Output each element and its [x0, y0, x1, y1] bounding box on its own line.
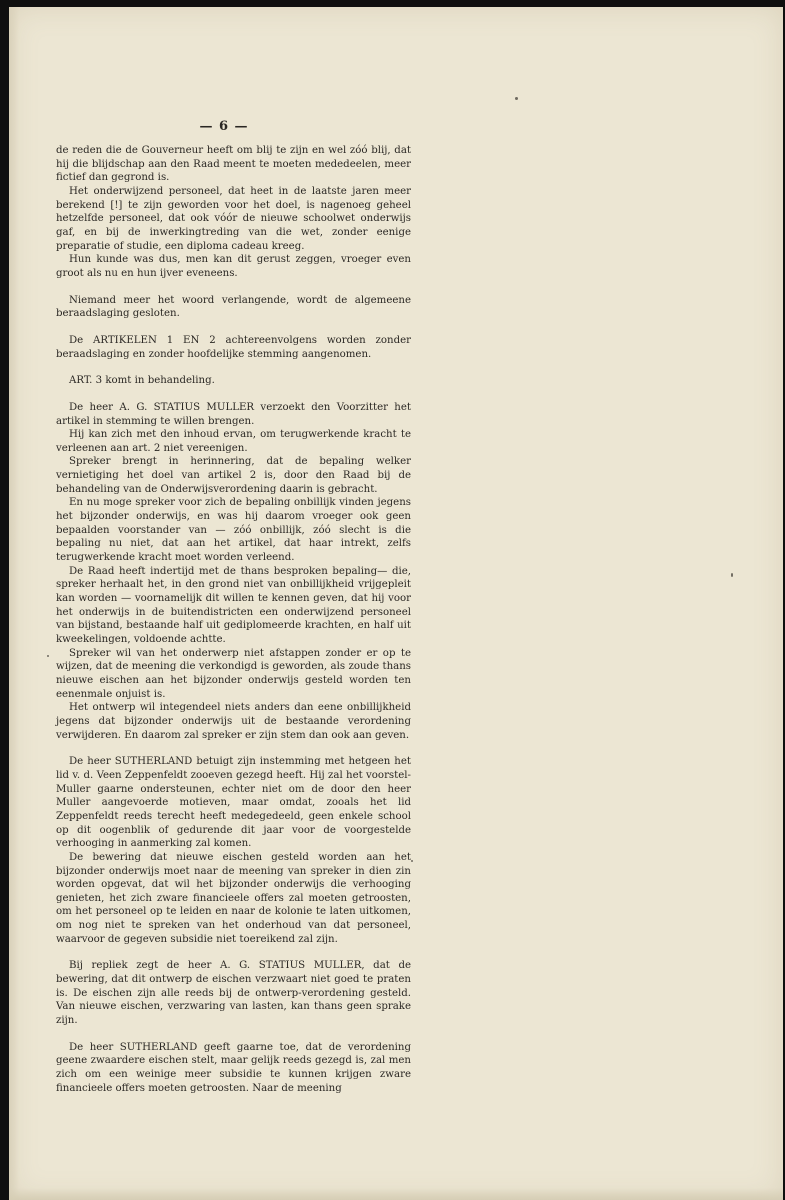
page-number: — 6 — [199, 119, 249, 134]
paragraph: Hij kan zich met den inhoud ervan, om terugwerkende kracht te verleenen aan art. 2 niet vereenigen. [56, 429, 411, 454]
paragraph: Spreker brengt in herinnering, dat de bepaling welker vernietiging het doel van artikel 2 is, door den Raad bij de behandeling van de Onderwijsverordening daarin is gebracht. [56, 456, 411, 495]
document-page [9, 7, 783, 1200]
paragraph: De heer SUTHERLAND geeft gaarne toe, dat de verordening geene zwaardere eischen stelt, maar gelijk reeds gezegd is, zal men zich om een weinige meer subsidie te kunnen krijgen zware financieele offers moeten getroosten. Naar de meening [56, 1041, 411, 1094]
paragraph: Het onderwijzend personeel, dat heet in de laatste jaren meer berekend [!] te zijn geworden voor het doel, is nagenoeg geheel hetzelfde personeel, dat ook vóór de nieuwe schoolwet onderwijs gaf, en bij de inwerkingtreding van die wet, zonder eenige preparatie of studie, een diploma cadeau kreeg. [56, 185, 411, 252]
paragraph: De ARTIKELEN 1 EN 2 achtereenvolgens worden zonder beraadslaging en zonder hoofdelijke stemming aangenomen. [56, 334, 411, 360]
paper-speck [411, 860, 413, 862]
paragraph: Spreker wil van het onderwerp niet afstappen zonder er op te wijzen, dat de meening die verkondigd is geworden, als zoude thans nieuwe eischen aan het bijzonder onderwijs gesteld worden ten eenenmale onjuist is. [56, 647, 411, 700]
paragraph: de reden die de Gouverneur heeft om blij te zijn en wel zóó blij, dat hij die blijdschap aan den Raad meent te moeten mededeelen, meer fictief dan gegrond is. [56, 145, 411, 184]
paragraph: ART. 3 komt in behandeling. [69, 375, 215, 387]
body-text [56, 144, 411, 1095]
paper-speck [515, 97, 518, 100]
paper-speck [731, 573, 733, 577]
paragraph: En nu moge spreker voor zich de bepaling onbillijk vinden jegens het bijzonder onderwijs, en was hij daarom vroeger ook geen bepaalden voorstander van — zóó onbillijk, zóó slecht is die bepaling nu niet, dat aan het artikel, dat haar intrekt, zelfs terugwerkende kracht moet worden verleend. [56, 497, 411, 564]
paragraph: Niemand meer het woord verlangende, wordt de algemeene beraadslaging gesloten. [56, 294, 411, 320]
paper-speck [47, 655, 49, 657]
paragraph: Bij repliek zegt de heer A. G. STATIUS MULLER, dat de bewering, dat dit ontwerp de eischen verzwaart niet goed te praten is. De eischen zijn alle reeds bij de ontwerp-verordening gesteld. Van nieuwe eischen, verzwaring van lasten, kan thans geen sprake zijn. [56, 960, 411, 1027]
page-edge-shadow [9, 7, 19, 1200]
paragraph: De heer A. G. STATIUS MULLER verzoekt den Voorzitter het artikel in stemming te willen brengen. [56, 401, 411, 427]
paragraph: Het ontwerp wil integendeel niets anders dan eene onbillijkheid jegens dat bijzonder onderwijs uit de bestaande verordening verwijderen. En daarom zal spreker er zijn stem dan ook aan geven. [56, 702, 411, 741]
paragraph: De heer SUTHERLAND betuigt zijn instemming met hetgeen het lid v. d. Veen Zeppenfeldt zooeven gezegd heeft. Hij zal het voorstel-Muller gaarne ondersteunen, echter niet om de door den heer Muller aangevoerde motieven, maar omdat, zooals het lid Zeppenfeldt reeds terecht heeft medegedeeld, geen enkele school op dit oogenblik of gedurende dit jaar voor de voorgestelde verhooging in aanmerking zal komen. [56, 756, 411, 850]
paragraph: Hun kunde was dus, men kan dit gerust zeggen, vroeger even groot als nu en hun ijver eveneens. [56, 254, 411, 279]
page-bottom-shadow [9, 1188, 783, 1200]
paragraph: De Raad heeft indertijd met de thans besproken bepaling— die, spreker herhaalt het, in den grond niet van onbillijkheid vrijgepleit kan worden — voornamelijk dit willen te kennen geven, dat hij voor het onderwijs in de buitendistricten een onderwijzend personeel van bijstand, bestaande half uit gediplomeerde krachten, en half uit kweekelingen, voldoende achtte. [56, 565, 411, 645]
paragraph: De bewering dat nieuwe eischen gesteld worden aan het bijzonder onderwijs moet naar de meening van spreker in dien zin worden opgevat, dat wil het bijzonder onderwijs die verhooging genieten, het zich zware financieele offers zal moeten getroosten, om het personeel op te leiden en naar de kolonie te laten uitkomen, om nog niet te spreken van het onderhoud van dat personeel, waarvoor de gegeven subsidie niet toereikend zal zijn. [56, 851, 411, 945]
